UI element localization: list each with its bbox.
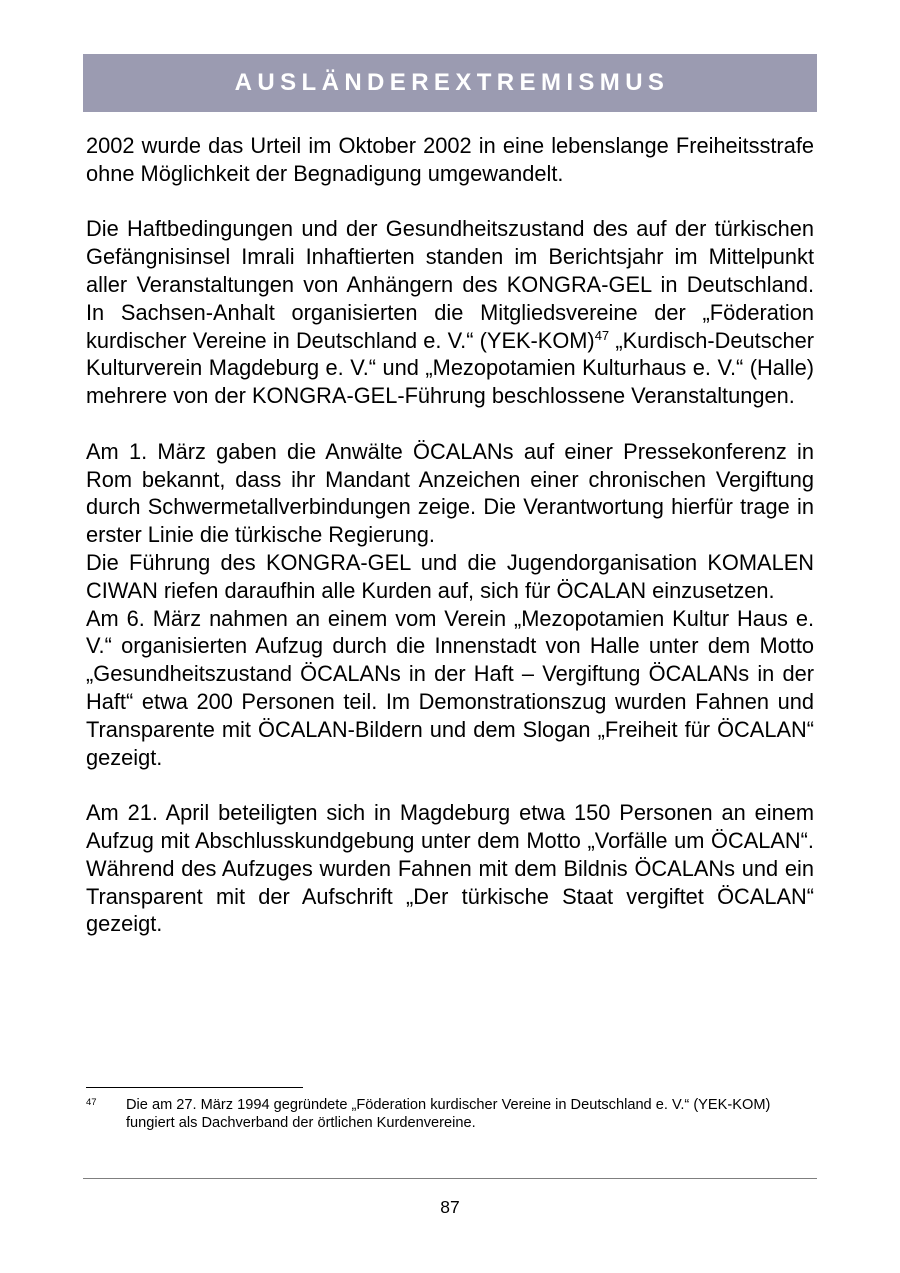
paragraph-6: Am 21. April beteiligten sich in Magdeburg etwa 150 Personen an einem Aufzug mit Abschlusskundgebung unter dem Motto „Vorfälle um ÖCALAN“. Während des Aufzuges wurden Fahnen mit dem Bildnis ÖCALANs und ein Transparent mit der Aufschrift „Der türkische Staat vergiftet ÖCALAN“ gezeigt. [86,800,814,937]
footnote-separator [86,1087,303,1088]
paragraph-2-text-a: Die Haftbedingungen und der Gesundheitszustand des auf der türkischen Gefängnisinsel Imrali Inhaftierten standen im Berichtsjahr im Mittelpunkt aller Veranstaltungen von Anhängern des KONGRA-GEL in Deutschland. In Sachsen-Anhalt organisierten die Mitgliedsvereine der „Föderation kurdischer Vereine in Deutschland e. V.“ (YEK-KOM) [86,216,814,353]
paragraph-spacer [86,188,814,216]
paragraph-spacer [86,771,814,799]
chapter-title: AUSLÄNDEREXTREMISMUS [234,69,670,96]
main-text [86,132,814,938]
paragraph-2 [86,215,814,410]
paragraph-3: Am 1. März gaben die Anwälte ÖCALANs auf einer Pressekonferenz in Rom bekannt, dass ihr Mandant Anzeichen einer chronischen Vergiftung durch Schwermetallverbindungen zeige. Die Verantwortung hierfür trage in erster Linie die türkische Regierung. [86,438,814,548]
paragraph-1: 2002 wurde das Urteil im Oktober 2002 in eine lebenslange Freiheitsstrafe ohne Möglichkeit der Begnadigung umgewandelt. [86,133,814,186]
footer-rule [83,1178,817,1179]
footnote-reference: 47 [594,327,610,343]
footnote-number: 47 [86,1097,97,1108]
paragraph-4: Die Führung des KONGRA-GEL und die Jugendorganisation KOMALEN CIWAN riefen daraufhin alle Kurden auf, sich für ÖCALAN einzusetzen. [86,549,814,603]
paragraph-5: Am 6. März nahmen an einem vom Verein „Mezopotamien Kultur Haus e. V.“ organisierten Aufzug durch die Innenstadt von Halle unter dem Motto „Gesundheitszustand ÖCALANs in der Haft – Vergiftung ÖCALANs in der Haft“ etwa 200 Personen teil. Im Demonstrationszug wurden Fahnen und Transparente mit ÖCALAN-Bildern und dem Slogan „Freiheit für ÖCALAN“ gezeigt. [86,605,814,770]
chapter-header-bar [83,54,817,112]
paragraph-2-text-b: „Kurdisch-Deutscher Kulturverein Magdeburg e. V.“ und „Mezopotamien Kulturhaus e. V.“ (Halle) mehrere von der KONGRA-GEL-Führung beschlossene Veranstaltungen. [86,327,815,409]
footnote-text: Die am 27. März 1994 gegründete „Föderation kurdischer Vereine in Deutschland e. V.“ (YEK-KOM) fungiert als Dachverband der örtlichen Kurdenvereine. [126,1097,771,1131]
page-number: 87 [440,1197,460,1217]
paragraph-spacer [86,410,814,438]
